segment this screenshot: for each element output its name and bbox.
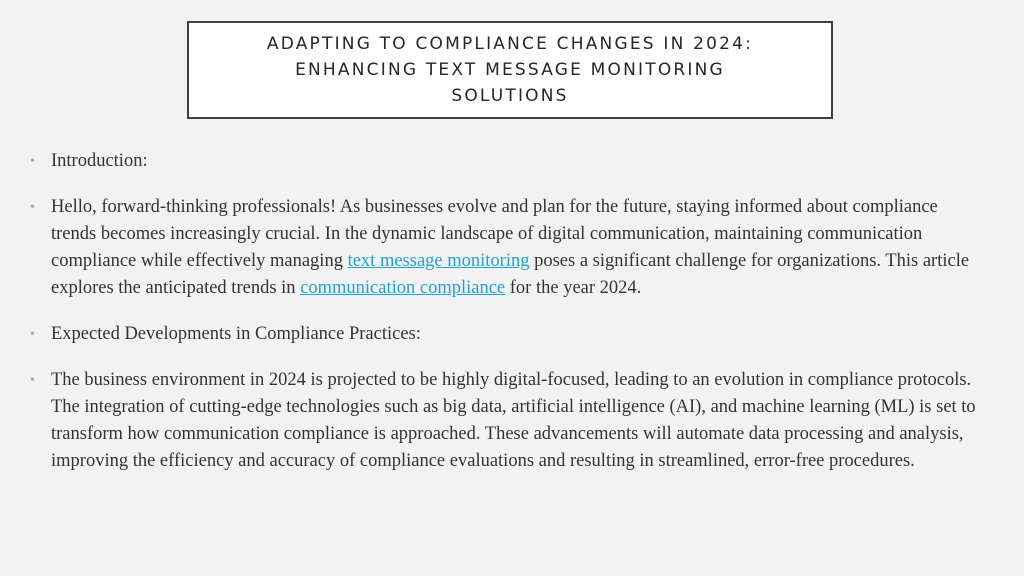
bullet-dot-icon: • <box>30 327 35 342</box>
text-message-monitoring-link[interactable]: text message monitoring <box>347 251 530 271</box>
bullet-text: for the year 2024. <box>505 278 642 298</box>
bullet-dot-icon: • <box>30 373 35 388</box>
bullet-text: poses a significant challenge for organizations. This article explores the anticipated trends in <box>51 251 970 298</box>
bullet-list <box>30 148 980 494</box>
bullet-developments-heading <box>30 321 980 348</box>
slide-title-line: ENHANCING TEXT MESSAGE MONITORING <box>295 60 725 80</box>
slide-title-line: ADAPTING TO COMPLIANCE CHANGES IN 2024: <box>266 34 754 54</box>
bullet-dot-icon: • <box>30 200 35 215</box>
bullet-text: Expected Developments in Compliance Practices: <box>51 324 421 344</box>
slide-title <box>210 31 810 109</box>
bullet-dot-icon: • <box>30 154 35 169</box>
title-box <box>187 21 833 119</box>
bullet-developments-body <box>30 367 980 475</box>
bullet-text: Hello, forward-thinking professionals! As businesses evolve and plan for the future, staying informed about compliance trends becomes increasingly crucial. In the dynamic landscape of digital communication, maintaining communication compliance while effectively managing <box>51 197 938 271</box>
communication-compliance-link[interactable]: communication compliance <box>300 278 506 298</box>
bullet-intro-heading <box>30 148 980 175</box>
bullet-text: The business environment in 2024 is projected to be highly digital-focused, leading to an evolution in compliance protocols. The integration of cutting-edge technologies such as big data, artificial intelligence (AI), and machine learning (ML) is set to transform how communication compliance is approached. These advancements will automate data processing and analysis, improving the efficiency and accuracy of compliance evaluations and resulting in streamlined, error-free procedures. <box>51 370 976 471</box>
slide-title-line: SOLUTIONS <box>451 86 569 106</box>
bullet-intro-body <box>30 194 980 302</box>
bullet-text: Introduction: <box>51 151 148 171</box>
